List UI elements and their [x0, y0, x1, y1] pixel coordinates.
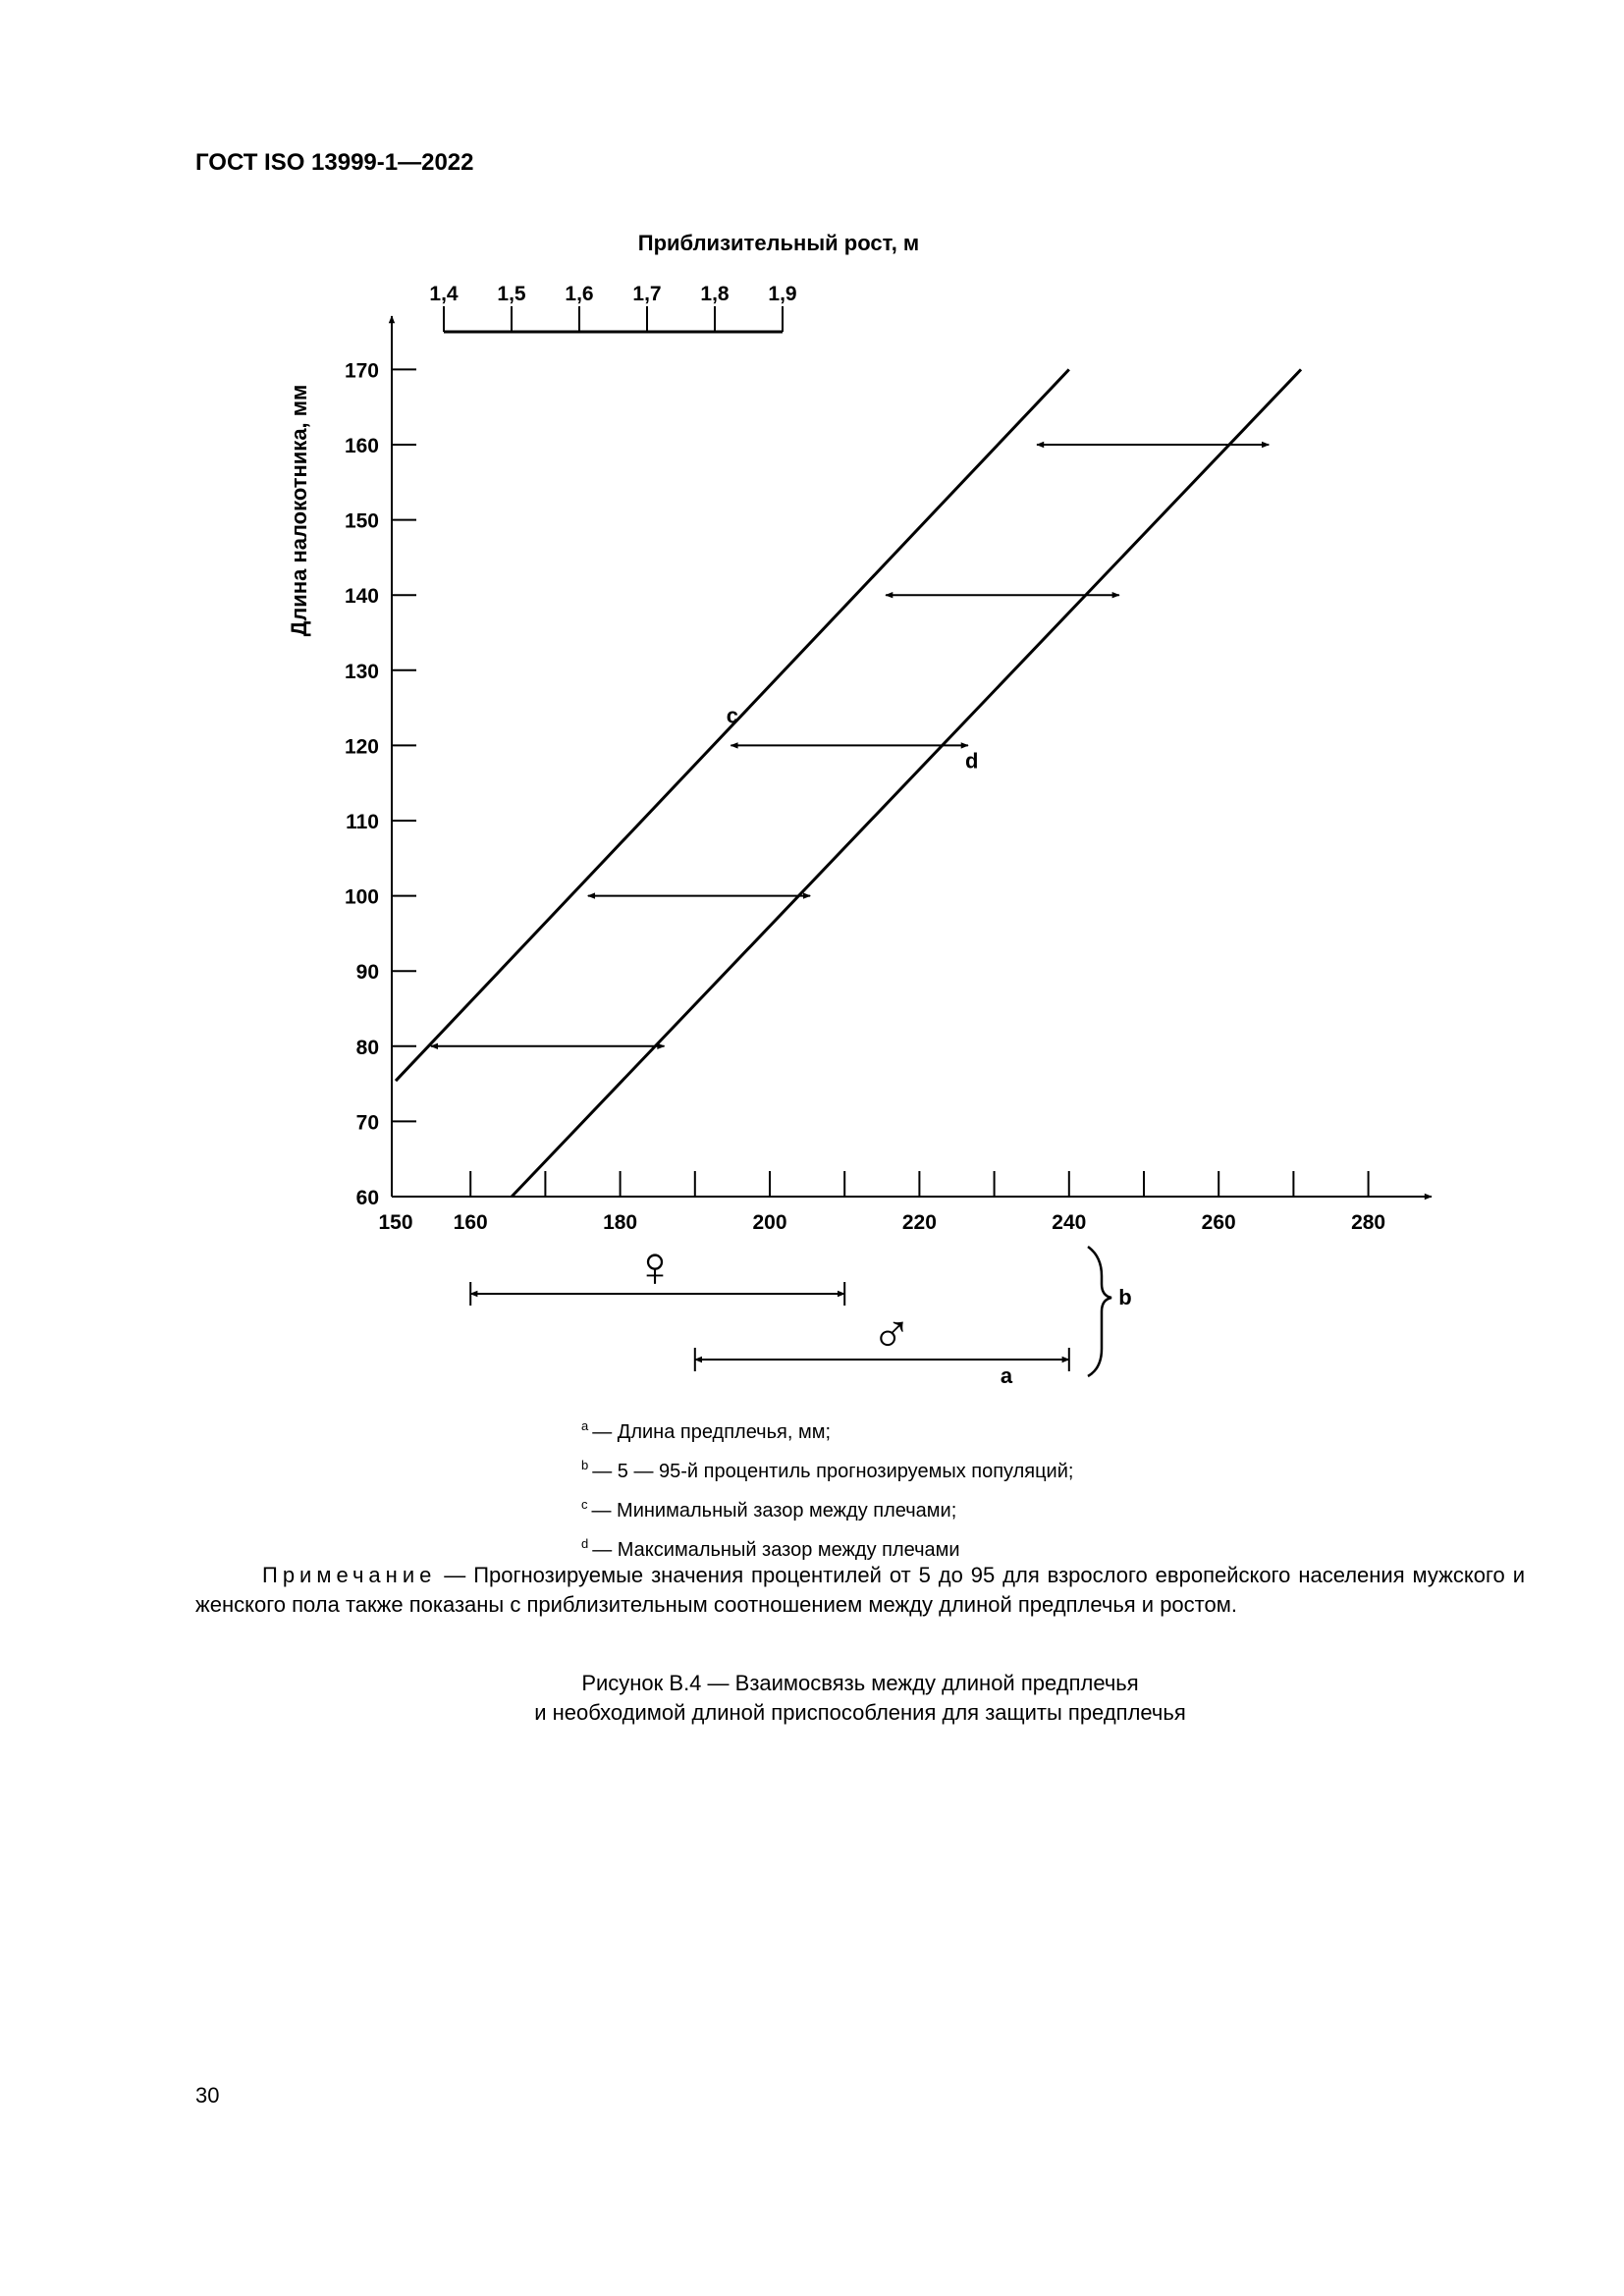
x-axis-tick-label: 150 [378, 1211, 413, 1234]
legend-item-b: $^b$ — 5 — 95-й процентиль прогнозируемых популяций; [581, 1458, 1074, 1482]
x-axis-tick-label: 160 [453, 1211, 488, 1234]
y-axis-tick-label: 100 [344, 885, 379, 909]
note-text: — Прогнозируемые значения процентилей от 5 до 95 для взрослого европейского населения мужского и женского пола также показаны с приблизительным соотношением между длиной предплечья и ростом. [195, 1563, 1525, 1617]
top-axis-tick-label: 1,5 [497, 283, 526, 305]
max-gap-line [512, 369, 1301, 1197]
top-axis-tick-label: 1,4 [429, 283, 459, 305]
top-axis [429, 231, 919, 332]
x-axis-tick-label: 220 [901, 1211, 937, 1234]
x-axis-tick-label: 260 [1201, 1211, 1236, 1234]
caption-line-2: и необходимой длиной приспособления для защиты предплечья [534, 1700, 1186, 1725]
male-range-label: a [1000, 1363, 1013, 1388]
female-symbol: ♀ [633, 1235, 677, 1299]
x-axis-tick-label: 240 [1052, 1211, 1087, 1234]
y-axis-tick-label: 160 [344, 435, 379, 457]
y-axis-tick-label: 90 [355, 961, 379, 985]
top-axis-tick-label: 1,9 [768, 283, 797, 305]
point-label-c: c [726, 703, 739, 728]
y-axis-tick-label: 110 [346, 811, 379, 833]
x-axis-tick-label: 200 [752, 1211, 787, 1234]
x-axis-tick-label: 180 [603, 1211, 638, 1234]
top-axis-tick-label: 1,6 [565, 283, 594, 305]
top-axis-label: Приблизительный рост, м [637, 231, 920, 255]
page-number: 30 [195, 2083, 220, 2108]
y-axis-tick-label: 150 [344, 509, 379, 533]
top-axis-tick-label: 1,7 [632, 283, 662, 305]
population-ranges [470, 1235, 1132, 1388]
y-axis-tick-label: 120 [344, 735, 379, 759]
document-header: ГОСТ ISO 13999-1—2022 [195, 149, 474, 176]
y-axis-tick-label: 130 [344, 660, 379, 683]
caption-line-1: Рисунок В.4 — Взаимосвязь между длиной предплечья [581, 1671, 1139, 1695]
y-axis-tick-label: 140 [344, 585, 379, 609]
y-axis [287, 316, 416, 1209]
top-axis-tick-label: 1,8 [700, 283, 730, 305]
x-axis-tick-label: 280 [1351, 1211, 1386, 1234]
x-axis [378, 1171, 1432, 1234]
legend-item-d: $^d$ — Максимальный зазор между плечами [581, 1536, 960, 1561]
y-axis-tick-label: 70 [355, 1111, 379, 1135]
legend-item-c: $^c$ — Минимальный зазор между плечами; [581, 1497, 957, 1522]
legend-item-a: $^a$ — Длина предплечья, мм; [581, 1418, 832, 1443]
y-axis-tick-label: 170 [344, 359, 379, 383]
range-brace [1088, 1247, 1111, 1376]
figure-caption [195, 1669, 1525, 1728]
figure-note [195, 1561, 1525, 1620]
point-label-d: d [965, 748, 979, 774]
male-symbol: ♂ [871, 1303, 912, 1364]
y-axis-tick-label: 60 [355, 1187, 379, 1209]
brace-label: b [1118, 1285, 1132, 1309]
note-label: Примечание [262, 1563, 437, 1587]
y-axis-label: Длина налокотника, мм [287, 384, 311, 637]
figure-legend [581, 1410, 1073, 1567]
series-lines [396, 369, 1301, 1197]
y-axis-tick-label: 80 [355, 1036, 379, 1059]
